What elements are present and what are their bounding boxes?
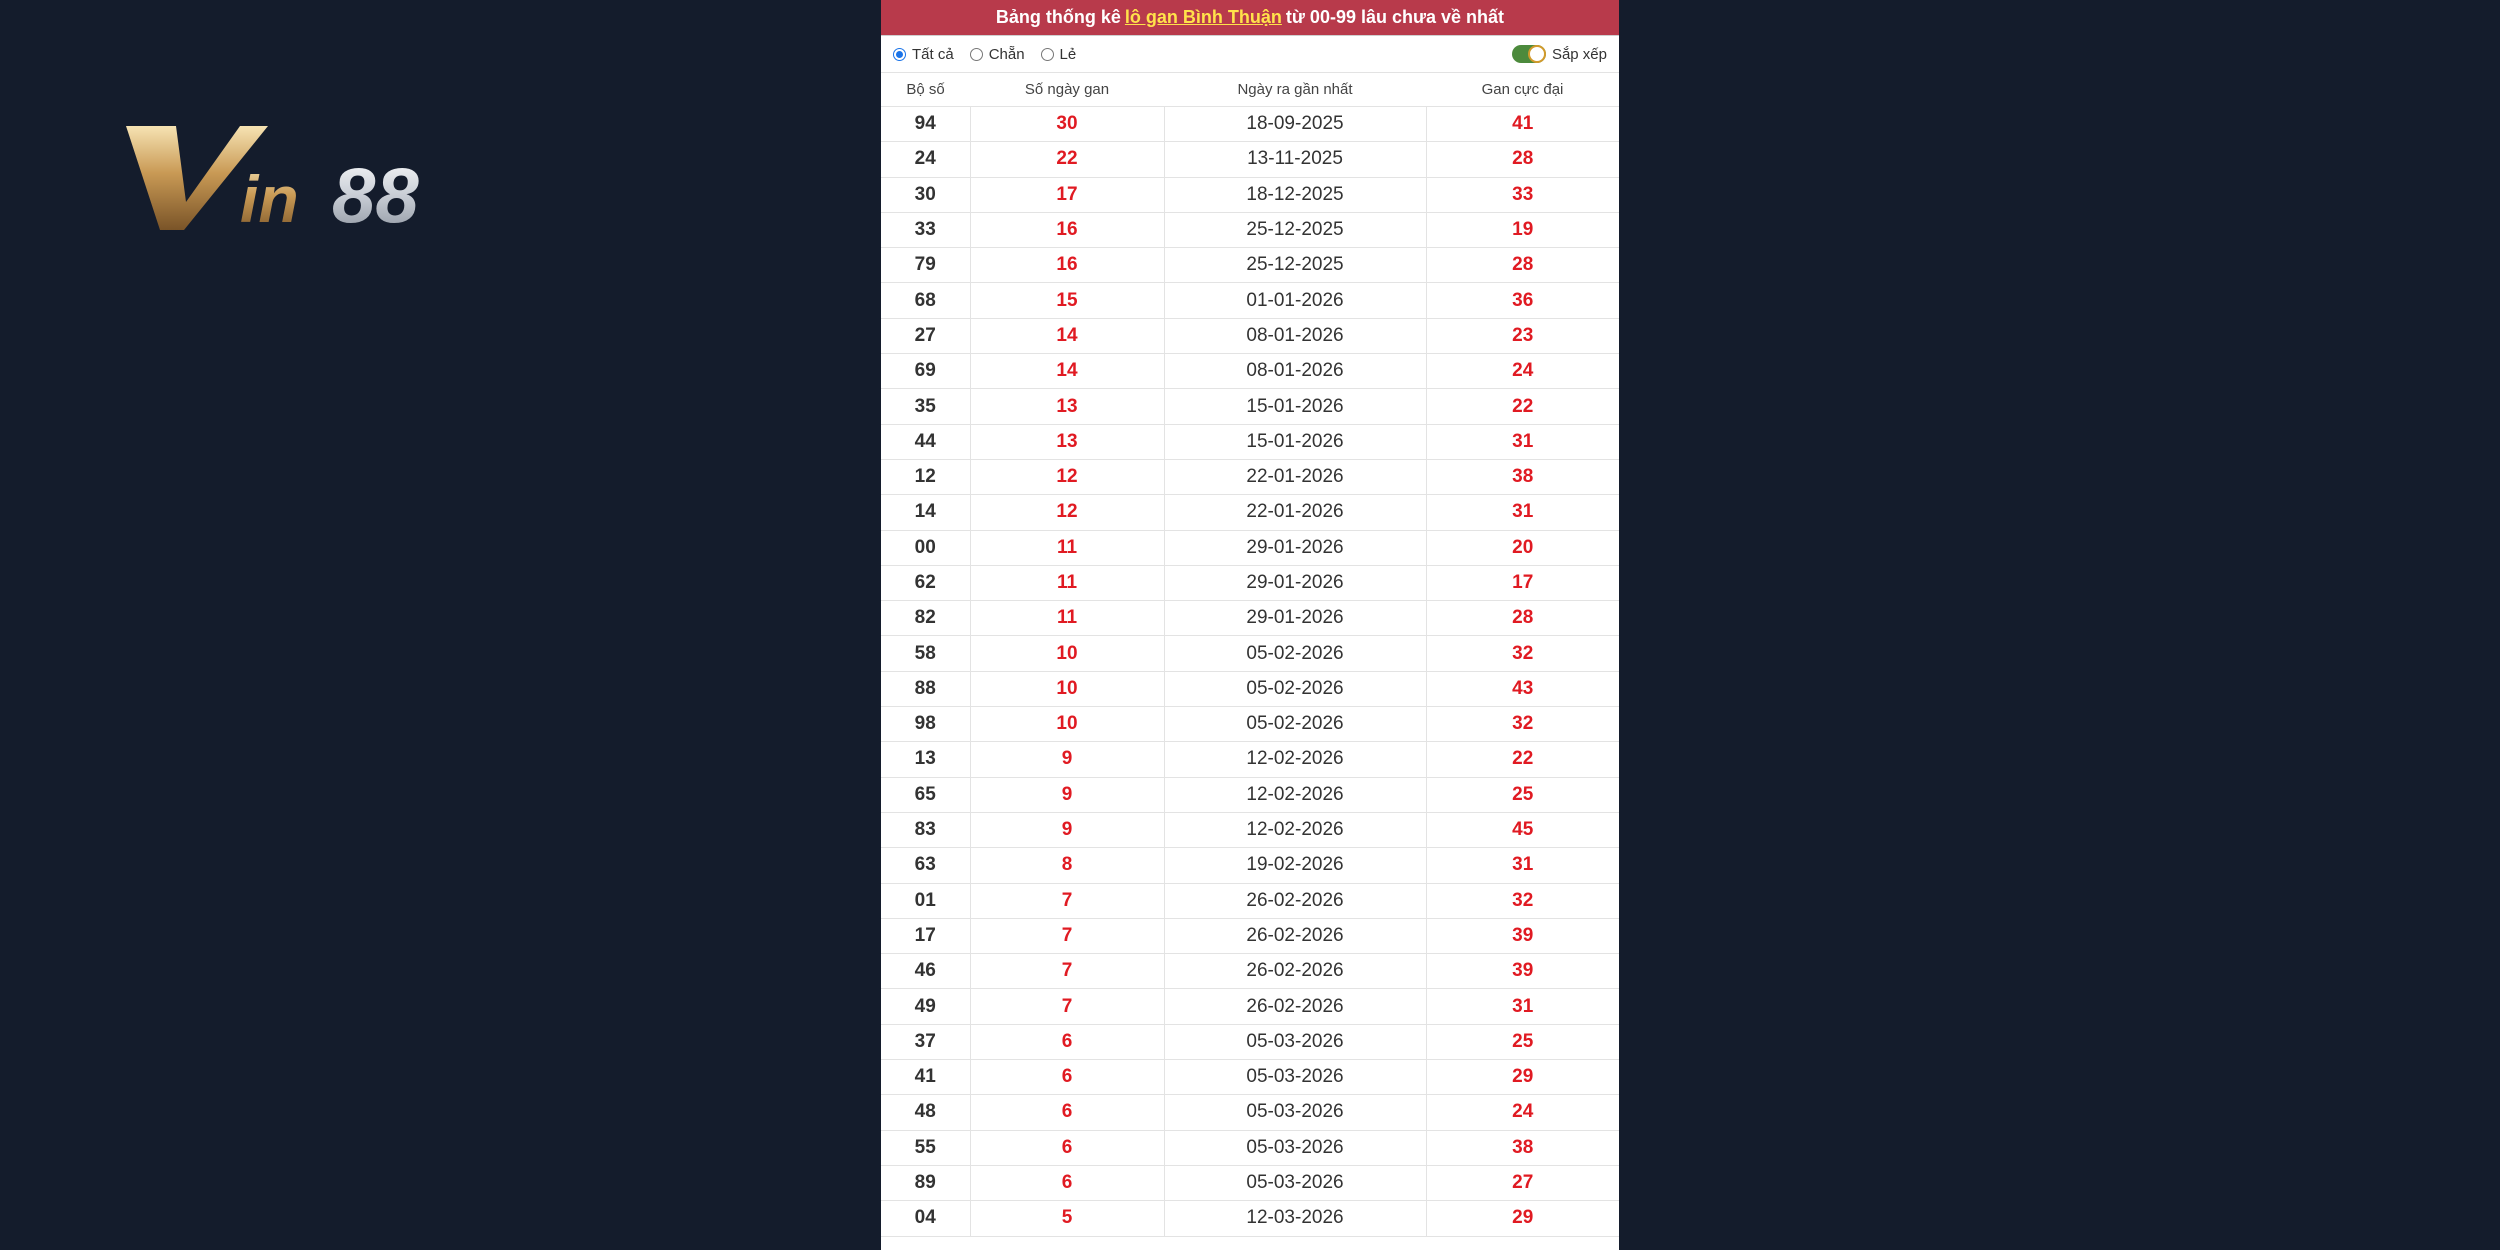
cell-so-ngay-gan: 14: [970, 354, 1164, 389]
cell-ngay-ra: 05-02-2026: [1164, 707, 1426, 742]
cell-gan-cuc-dai: 23: [1426, 318, 1619, 353]
cell-gan-cuc-dai: 29: [1426, 1201, 1619, 1236]
cell-ngay-ra: 22-01-2026: [1164, 495, 1426, 530]
cell-ngay-ra: 26-02-2026: [1164, 918, 1426, 953]
table-row: [881, 142, 1619, 177]
cell-gan-cuc-dai: 19: [1426, 212, 1619, 247]
cell-so-ngay-gan: 10: [970, 707, 1164, 742]
table-row: [881, 283, 1619, 318]
cell-ngay-ra: 12-03-2026: [1164, 1201, 1426, 1236]
table-row: [881, 671, 1619, 706]
cell-ngay-ra: 29-01-2026: [1164, 530, 1426, 565]
cell-so-ngay-gan: 10: [970, 636, 1164, 671]
column-header-bo-so[interactable]: Bộ số: [881, 73, 970, 107]
cell-bo-so: 69: [881, 354, 970, 389]
svg-text:in: in: [240, 162, 299, 234]
cell-bo-so: 49: [881, 989, 970, 1024]
cell-ngay-ra: 08-01-2026: [1164, 354, 1426, 389]
table-row: [881, 1060, 1619, 1095]
cell-bo-so: 14: [881, 495, 970, 530]
cell-so-ngay-gan: 6: [970, 1024, 1164, 1059]
svg-text:88: 88: [332, 151, 419, 234]
lo-gan-panel: [881, 0, 1619, 1250]
cell-gan-cuc-dai: 29: [1426, 1060, 1619, 1095]
cell-gan-cuc-dai: 25: [1426, 1024, 1619, 1059]
cell-ngay-ra: 15-01-2026: [1164, 389, 1426, 424]
cell-ngay-ra: 12-02-2026: [1164, 742, 1426, 777]
cell-ngay-ra: 25-12-2025: [1164, 248, 1426, 283]
cell-so-ngay-gan: 13: [970, 424, 1164, 459]
table-header-row: [881, 73, 1619, 107]
table-row: [881, 212, 1619, 247]
cell-bo-so: 79: [881, 248, 970, 283]
cell-ngay-ra: 18-12-2025: [1164, 177, 1426, 212]
cell-gan-cuc-dai: 27: [1426, 1165, 1619, 1200]
lo-gan-table: [881, 72, 1619, 1237]
cell-bo-so: 98: [881, 707, 970, 742]
sort-label: Sắp xếp: [1551, 45, 1607, 63]
cell-ngay-ra: 01-01-2026: [1164, 283, 1426, 318]
cell-bo-so: 94: [881, 107, 970, 142]
table-row: [881, 424, 1619, 459]
cell-so-ngay-gan: 16: [970, 212, 1164, 247]
cell-so-ngay-gan: 14: [970, 318, 1164, 353]
cell-so-ngay-gan: 30: [970, 107, 1164, 142]
cell-so-ngay-gan: 7: [970, 918, 1164, 953]
table-title: [881, 0, 1619, 36]
cell-so-ngay-gan: 6: [970, 1130, 1164, 1165]
filter-bar: [881, 36, 1619, 72]
table-row: [881, 459, 1619, 494]
cell-bo-so: 89: [881, 1165, 970, 1200]
table-row: [881, 777, 1619, 812]
table-row: [881, 565, 1619, 600]
cell-ngay-ra: 12-02-2026: [1164, 777, 1426, 812]
cell-so-ngay-gan: 10: [970, 671, 1164, 706]
cell-bo-so: 63: [881, 848, 970, 883]
table-row: [881, 918, 1619, 953]
table-row: [881, 107, 1619, 142]
cell-bo-so: 68: [881, 283, 970, 318]
cell-so-ngay-gan: 7: [970, 989, 1164, 1024]
cell-bo-so: 00: [881, 530, 970, 565]
table-row: [881, 636, 1619, 671]
cell-gan-cuc-dai: 22: [1426, 742, 1619, 777]
table-row: [881, 248, 1619, 283]
cell-so-ngay-gan: 22: [970, 142, 1164, 177]
cell-so-ngay-gan: 6: [970, 1165, 1164, 1200]
cell-gan-cuc-dai: 43: [1426, 671, 1619, 706]
cell-bo-so: 65: [881, 777, 970, 812]
cell-ngay-ra: 05-03-2026: [1164, 1165, 1426, 1200]
radio-empty-icon: [1041, 48, 1054, 61]
cell-bo-so: 12: [881, 459, 970, 494]
cell-gan-cuc-dai: 38: [1426, 1130, 1619, 1165]
cell-gan-cuc-dai: 24: [1426, 354, 1619, 389]
cell-so-ngay-gan: 6: [970, 1095, 1164, 1130]
cell-gan-cuc-dai: 39: [1426, 918, 1619, 953]
cell-bo-so: 48: [881, 1095, 970, 1130]
table-row: [881, 989, 1619, 1024]
column-header-gan-cuc-dai[interactable]: Gan cực đại: [1426, 73, 1619, 107]
table-row: [881, 1024, 1619, 1059]
cell-so-ngay-gan: 12: [970, 459, 1164, 494]
cell-gan-cuc-dai: 17: [1426, 565, 1619, 600]
toggle-switch-icon[interactable]: [1512, 45, 1546, 63]
cell-so-ngay-gan: 5: [970, 1201, 1164, 1236]
cell-bo-so: 30: [881, 177, 970, 212]
table-row: [881, 530, 1619, 565]
cell-ngay-ra: 05-03-2026: [1164, 1130, 1426, 1165]
table-row: [881, 1130, 1619, 1165]
cell-bo-so: 13: [881, 742, 970, 777]
table-row: [881, 707, 1619, 742]
cell-ngay-ra: 29-01-2026: [1164, 601, 1426, 636]
cell-so-ngay-gan: 13: [970, 389, 1164, 424]
cell-bo-so: 55: [881, 1130, 970, 1165]
filter-all-label: Tất cả: [912, 45, 954, 63]
cell-gan-cuc-dai: 41: [1426, 107, 1619, 142]
title-prefix: Bảng thống kê: [995, 7, 1121, 27]
table-row: [881, 848, 1619, 883]
cell-so-ngay-gan: 9: [970, 742, 1164, 777]
table-row: [881, 601, 1619, 636]
cell-ngay-ra: 05-02-2026: [1164, 636, 1426, 671]
cell-gan-cuc-dai: 31: [1426, 424, 1619, 459]
column-header-ngay-ra[interactable]: Ngày ra gần nhất: [1164, 73, 1426, 107]
cell-gan-cuc-dai: 31: [1426, 848, 1619, 883]
cell-ngay-ra: 18-09-2025: [1164, 107, 1426, 142]
radio-empty-icon: [970, 48, 983, 61]
title-link[interactable]: lô gan Bình Thuận: [1124, 7, 1282, 27]
cell-gan-cuc-dai: 25: [1426, 777, 1619, 812]
cell-bo-so: 62: [881, 565, 970, 600]
cell-so-ngay-gan: 17: [970, 177, 1164, 212]
cell-bo-so: 04: [881, 1201, 970, 1236]
table-row: [881, 1095, 1619, 1130]
cell-ngay-ra: 26-02-2026: [1164, 883, 1426, 918]
cell-bo-so: 41: [881, 1060, 970, 1095]
cell-ngay-ra: 26-02-2026: [1164, 989, 1426, 1024]
cell-ngay-ra: 05-03-2026: [1164, 1060, 1426, 1095]
cell-gan-cuc-dai: 28: [1426, 601, 1619, 636]
cell-ngay-ra: 25-12-2025: [1164, 212, 1426, 247]
cell-gan-cuc-dai: 24: [1426, 1095, 1619, 1130]
cell-ngay-ra: 15-01-2026: [1164, 424, 1426, 459]
cell-ngay-ra: 05-03-2026: [1164, 1024, 1426, 1059]
cell-bo-so: 01: [881, 883, 970, 918]
table-row: [881, 954, 1619, 989]
cell-ngay-ra: 12-02-2026: [1164, 812, 1426, 847]
cell-so-ngay-gan: 11: [970, 601, 1164, 636]
cell-bo-so: 46: [881, 954, 970, 989]
cell-gan-cuc-dai: 31: [1426, 495, 1619, 530]
cell-gan-cuc-dai: 33: [1426, 177, 1619, 212]
cell-gan-cuc-dai: 28: [1426, 248, 1619, 283]
cell-gan-cuc-dai: 32: [1426, 883, 1619, 918]
cell-gan-cuc-dai: 32: [1426, 636, 1619, 671]
cell-gan-cuc-dai: 36: [1426, 283, 1619, 318]
table-row: [881, 495, 1619, 530]
cell-bo-so: 27: [881, 318, 970, 353]
cell-gan-cuc-dai: 38: [1426, 459, 1619, 494]
filter-odd-radio[interactable]: [1041, 46, 1077, 63]
cell-so-ngay-gan: 6: [970, 1060, 1164, 1095]
cell-ngay-ra: 08-01-2026: [1164, 318, 1426, 353]
cell-gan-cuc-dai: 31: [1426, 989, 1619, 1024]
cell-bo-so: 88: [881, 671, 970, 706]
cell-so-ngay-gan: 9: [970, 812, 1164, 847]
cell-gan-cuc-dai: 45: [1426, 812, 1619, 847]
table-row: [881, 354, 1619, 389]
table-row: [881, 389, 1619, 424]
filter-even-label: Chẵn: [988, 45, 1025, 63]
cell-ngay-ra: 29-01-2026: [1164, 565, 1426, 600]
filter-even-radio[interactable]: [970, 46, 1025, 63]
cell-gan-cuc-dai: 32: [1426, 707, 1619, 742]
cell-bo-so: 37: [881, 1024, 970, 1059]
table-row: [881, 318, 1619, 353]
cell-bo-so: 17: [881, 918, 970, 953]
table-row: [881, 1165, 1619, 1200]
cell-bo-so: 35: [881, 389, 970, 424]
cell-gan-cuc-dai: 22: [1426, 389, 1619, 424]
cell-so-ngay-gan: 11: [970, 565, 1164, 600]
title-suffix: từ 00-99 lâu chưa về nhất: [1285, 7, 1505, 27]
cell-ngay-ra: 26-02-2026: [1164, 954, 1426, 989]
cell-so-ngay-gan: 9: [970, 777, 1164, 812]
cell-so-ngay-gan: 11: [970, 530, 1164, 565]
sort-toggle[interactable]: [1512, 45, 1607, 63]
filter-odd-label: Lẻ: [1059, 45, 1077, 63]
cell-bo-so: 33: [881, 212, 970, 247]
cell-bo-so: 44: [881, 424, 970, 459]
table-row: [881, 812, 1619, 847]
cell-gan-cuc-dai: 39: [1426, 954, 1619, 989]
radio-checked-icon: [893, 48, 906, 61]
cell-so-ngay-gan: 8: [970, 848, 1164, 883]
vin88-logo: [122, 118, 482, 234]
cell-bo-so: 82: [881, 601, 970, 636]
cell-bo-so: 58: [881, 636, 970, 671]
table-row: [881, 177, 1619, 212]
cell-so-ngay-gan: 7: [970, 954, 1164, 989]
cell-ngay-ra: 22-01-2026: [1164, 459, 1426, 494]
cell-bo-so: 24: [881, 142, 970, 177]
cell-gan-cuc-dai: 20: [1426, 530, 1619, 565]
table-row: [881, 742, 1619, 777]
column-header-so-ngay-gan[interactable]: Số ngày gan: [970, 73, 1164, 107]
cell-so-ngay-gan: 16: [970, 248, 1164, 283]
cell-gan-cuc-dai: 28: [1426, 142, 1619, 177]
table-row: [881, 883, 1619, 918]
cell-so-ngay-gan: 7: [970, 883, 1164, 918]
cell-ngay-ra: 19-02-2026: [1164, 848, 1426, 883]
cell-so-ngay-gan: 15: [970, 283, 1164, 318]
cell-so-ngay-gan: 12: [970, 495, 1164, 530]
cell-bo-so: 83: [881, 812, 970, 847]
table-row: [881, 1201, 1619, 1236]
filter-all-radio[interactable]: [893, 46, 954, 63]
cell-ngay-ra: 05-02-2026: [1164, 671, 1426, 706]
cell-ngay-ra: 13-11-2025: [1164, 142, 1426, 177]
cell-ngay-ra: 05-03-2026: [1164, 1095, 1426, 1130]
